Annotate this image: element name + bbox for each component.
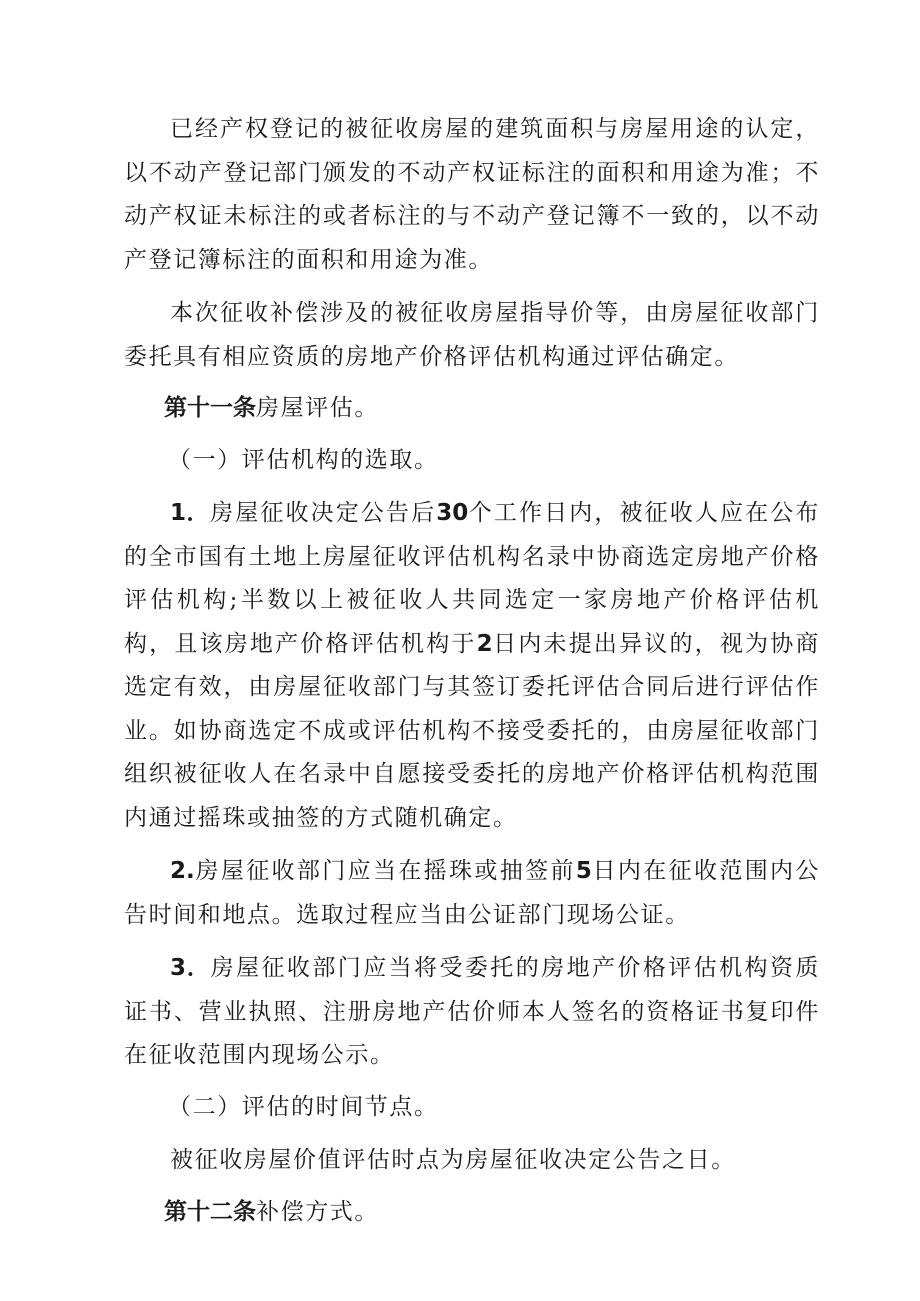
paragraph-area-determination: 已经产权登记的被征收房屋的建筑面积与房屋用途的认定，以不动产登记部门颁发的不动产权证标注的面积和用途为准；不动产权证未标注的或者标注的与不动产登记簿不一致的，以不动产登记簿标注的面积和用途为准。: [124, 116, 820, 273]
article-12-title: 补偿方式。: [256, 1198, 379, 1225]
paragraph-valuation-time: 被征收房屋价值评估时点为房屋征收决定公告之日。: [170, 1147, 736, 1173]
paragraph-guide-price: 本次征收补偿涉及的被征收房屋指导价等，由房屋征收部门委托具有相应资质的房地产价格评估机构通过评估确定。: [124, 300, 820, 370]
item-1-paragraph: [124, 492, 820, 840]
article-11-title: 房屋评估。: [256, 395, 379, 421]
item-3-number: 3．: [170, 955, 211, 981]
item-1-number: 1．: [170, 500, 211, 526]
article-11-heading: [124, 387, 820, 431]
item-2-days: 5: [575, 858, 592, 884]
item-2-number: 2.: [170, 858, 195, 884]
subsection-2-heading: （二）评估的时间节点。: [168, 1093, 439, 1120]
item-1-text-b: 个工作日内，被征收人应在公布的全市国有土地上房屋征收评估机构名录中协商选定房地产价格评估机构;半数以上被征收人共同选定一家房地产价格评估机构，且该房地产价格评估机构于: [124, 500, 820, 657]
item-1-days-2: 2: [476, 630, 493, 657]
article-11-number: 第十一条: [164, 395, 256, 421]
item-2-paragraph: [124, 850, 820, 937]
item-3-paragraph: [124, 947, 820, 1078]
item-3-text: 房屋征收部门应当将受委托的房地产价格评估机构资质证书、营业执照、注册房地产估价师本人签名的资格证书复印件在征收范围内现场公示。: [124, 955, 820, 1068]
item-2-text-b: 日内在征收范围内公告时间和地点。选取过程应当由公证部门现场公证。: [124, 858, 821, 928]
item-1-text-a: 房屋征收决定公告后: [210, 500, 437, 526]
subsection-1-heading: （一）评估机构的选取。: [168, 446, 439, 473]
item-1-days: 30: [436, 500, 469, 526]
article-12-heading: [124, 1191, 820, 1235]
article-12-number: 第十二条: [164, 1198, 256, 1225]
item-2-text-a: 房屋征收部门应当在摇珠或抽签前: [194, 858, 576, 884]
item-1-text-c: 日内未提出异议的，视为协商选定有效，由房屋征收部门与其签订委托评估合同后进行评估作业。如协商选定不成或评估机构不接受委托的，由房屋征收部门组织被征收人在名录中自愿接受委托的房地产价格评估机构范围内通过摇珠或抽签的方式随机确定。: [124, 630, 820, 831]
